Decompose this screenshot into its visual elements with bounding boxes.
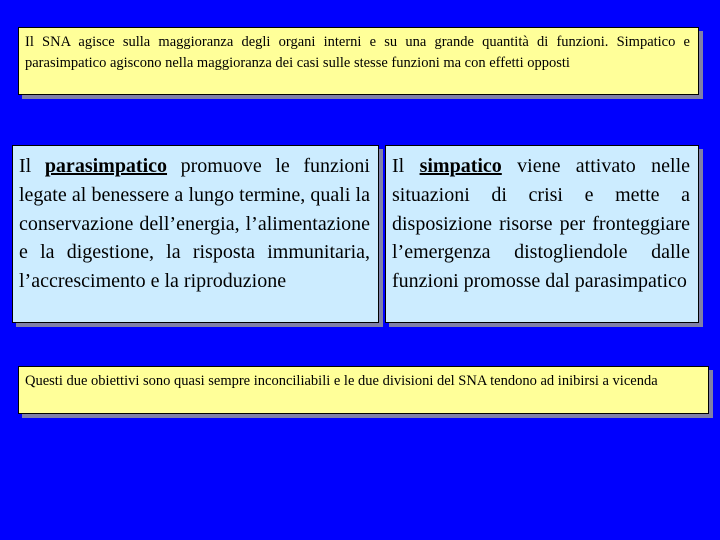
intro-box bbox=[18, 27, 699, 95]
sympathetic-prefix: Il bbox=[392, 155, 420, 177]
sympathetic-paragraph bbox=[392, 152, 690, 296]
parasympathetic-paragraph bbox=[19, 152, 370, 296]
parasympathetic-text: promuove le funzioni legate al benessere a lungo termine, quali la conservazione dell’energia, l’alimentazione e la digestione, la risposta immunitaria, l’accrescimento e la riproduzione bbox=[19, 155, 370, 293]
sympathetic-term: simpatico bbox=[419, 155, 502, 177]
parasympathetic-prefix: Il bbox=[19, 155, 45, 177]
parasympathetic-term: parasimpatico bbox=[44, 155, 168, 177]
conclusion-box bbox=[18, 366, 709, 414]
intro-text: Il SNA agisce sulla maggioranza degli organi interni e su una grande quantità di funzioni. Simpatico e parasimpatico agiscono nella maggioranza dei casi sulle stesse funzioni ma con effetti opposti bbox=[25, 34, 690, 71]
parasympathetic-box bbox=[12, 145, 379, 323]
conclusion-text: Questi due obiettivi sono quasi sempre inconciliabili e le due divisioni del SNA tendono ad inibirsi a vicenda bbox=[25, 373, 658, 389]
sympathetic-text: viene attivato nelle situazioni di crisi e mette a disposizione risorse per fronteggiare l’emergenza distogliendole dalle funzioni promosse dal parasimpatico bbox=[392, 155, 690, 293]
sympathetic-box bbox=[385, 145, 699, 323]
